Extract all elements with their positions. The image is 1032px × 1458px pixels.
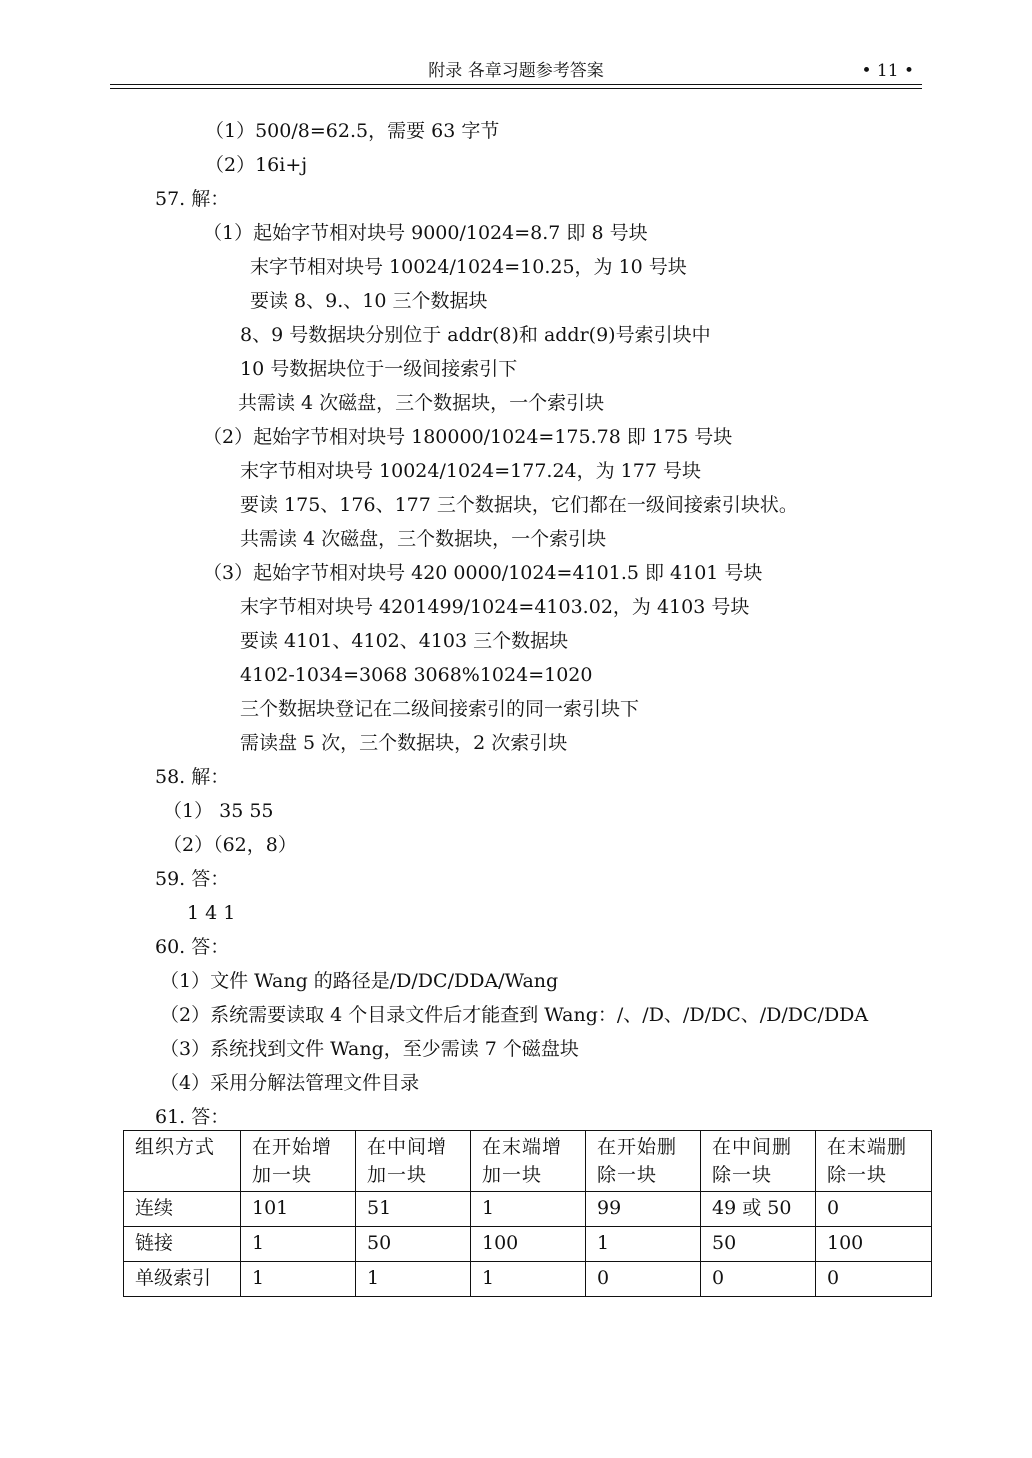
text-line: 57. 解： <box>155 188 230 210</box>
table-cell: 链接 <box>124 1227 241 1262</box>
table-cell: 99 <box>586 1192 701 1227</box>
table-header-cell: 在末端删 除一块 <box>816 1131 932 1192</box>
header-rule-top <box>110 84 922 85</box>
text-line: 三个数据块登记在二级间接索引的同一索引块下 <box>240 698 640 720</box>
text-line: 末字节相对块号 10024/1024=10.25，为 10 号块 <box>250 256 687 278</box>
table-cell: 0 <box>586 1262 701 1297</box>
text-line: （1）500/8=62.5，需要 63 字节 <box>205 120 500 142</box>
table-cell: 连续 <box>124 1192 241 1227</box>
text-line: 共需读 4 次磁盘，三个数据块，一个索引块 <box>238 392 605 414</box>
text-line: 10 号数据块位于一级间接索引下 <box>240 358 518 380</box>
table-row <box>124 1227 932 1262</box>
table-header-row <box>124 1131 932 1192</box>
table-cell: 101 <box>241 1192 356 1227</box>
text-line: 要读 175、176、177 三个数据块，它们都在一级间接索引块状。 <box>240 494 798 516</box>
text-line: 58. 解： <box>155 766 230 788</box>
table-cell: 51 <box>356 1192 471 1227</box>
file-organization-table <box>123 1130 932 1297</box>
table-header-cell: 在中间增 加一块 <box>356 1131 471 1192</box>
table-cell: 49 或 50 <box>701 1192 816 1227</box>
text-line: 60. 答： <box>155 936 230 958</box>
table-row <box>124 1262 932 1297</box>
text-line: （2）16i+j <box>205 154 308 176</box>
table-header-cell: 组织方式 <box>124 1131 241 1192</box>
text-line: 要读 8、9.、10 三个数据块 <box>250 290 488 312</box>
table-cell: 0 <box>816 1192 932 1227</box>
table-cell: 50 <box>701 1227 816 1262</box>
table-cell: 1 <box>471 1192 586 1227</box>
text-line: 4102-1034=3068 3068%1024=1020 <box>240 664 593 686</box>
text-line: 8、9 号数据块分别位于 addr(8)和 addr(9)号索引块中 <box>240 324 711 346</box>
text-line: （4）采用分解法管理文件目录 <box>160 1072 420 1094</box>
header-rule-bottom <box>110 88 922 89</box>
text-line: （1） 35 55 <box>163 800 274 822</box>
table-cell: 0 <box>701 1262 816 1297</box>
text-line: 共需读 4 次磁盘，三个数据块，一个索引块 <box>240 528 607 550</box>
table-header-cell: 在末端增 加一块 <box>471 1131 586 1192</box>
text-line: （3）系统找到文件 Wang，至少需读 7 个磁盘块 <box>160 1038 579 1060</box>
text-line: 需读盘 5 次，三个数据块，2 次索引块 <box>240 732 568 754</box>
table-row <box>124 1192 932 1227</box>
table-cell: 1 <box>586 1227 701 1262</box>
text-line: 59. 答： <box>155 868 230 890</box>
header-title: 附录 各章习题参考答案 <box>428 61 604 81</box>
table-cell: 100 <box>471 1227 586 1262</box>
table-cell: 100 <box>816 1227 932 1262</box>
table-cell: 1 <box>356 1262 471 1297</box>
running-header <box>110 60 922 82</box>
table-cell: 1 <box>241 1262 356 1297</box>
table-cell: 50 <box>356 1227 471 1262</box>
text-line: 1 4 1 <box>187 902 236 924</box>
text-line: （1）文件 Wang 的路径是/D/DC/DDA/Wang <box>160 970 559 992</box>
page-number: • 11 • <box>861 61 914 81</box>
text-line: 61. 答： <box>155 1106 230 1128</box>
table-header-cell: 在开始增 加一块 <box>241 1131 356 1192</box>
text-line: 末字节相对块号 10024/1024=177.24，为 177 号块 <box>240 460 701 482</box>
table-cell: 1 <box>241 1227 356 1262</box>
table-header-cell: 在中间删 除一块 <box>701 1131 816 1192</box>
table-cell: 0 <box>816 1262 932 1297</box>
text-line: （3）起始字节相对块号 420 0000/1024=4101.5 即 4101 号块 <box>203 562 763 584</box>
text-line: （2）起始字节相对块号 180000/1024=175.78 即 175 号块 <box>203 426 733 448</box>
text-line: （2）（62，8） <box>163 834 297 856</box>
table-cell: 1 <box>471 1262 586 1297</box>
text-line: 末字节相对块号 4201499/1024=4103.02，为 4103 号块 <box>240 596 750 618</box>
text-line: （1）起始字节相对块号 9000/1024=8.7 即 8 号块 <box>203 222 648 244</box>
text-line: （2）系统需要读取 4 个目录文件后才能查到 Wang：/、/D、/D/DC、/D/DC/DDA <box>160 1004 869 1026</box>
text-line: 要读 4101、4102、4103 三个数据块 <box>240 630 569 652</box>
table-cell: 单级索引 <box>124 1262 241 1297</box>
table-header-cell: 在开始删 除一块 <box>586 1131 701 1192</box>
